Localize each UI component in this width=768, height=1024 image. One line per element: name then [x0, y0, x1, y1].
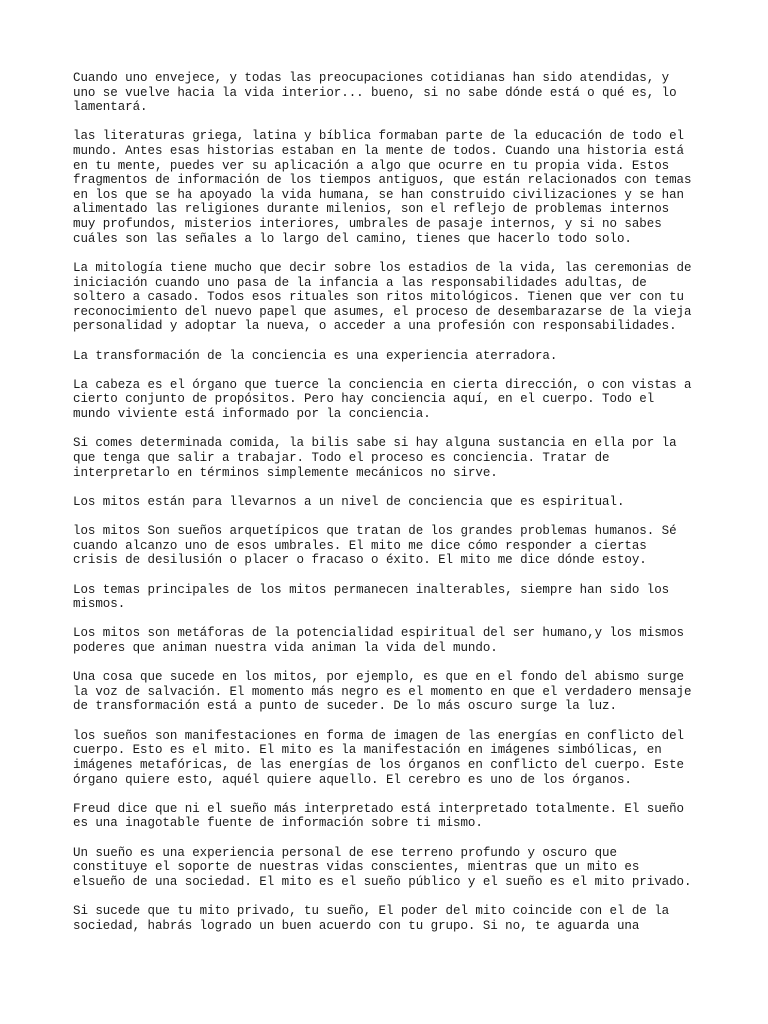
- paragraph-4: La transformación de la conciencia es una experiencia aterradora.: [73, 348, 558, 363]
- paragraph-14: Un sueño es una experiencia personal de ese terreno profundo y oscuro que constituye el soporte de nuestras vidas conscientes, mientras que un mito es elsueño de una sociedad. El mito es el sueño público y el sueño es el mito privado.: [73, 845, 692, 889]
- paragraph-11: Una cosa que sucede en los mitos, por ejemplo, es que en el fondo del abismo surge la voz de salvación. El momento más negro es el momento en que el verdadero mensaje de transformación está a punto de suceder. De lo más oscuro surge la luz.: [73, 670, 692, 714]
- paragraph-7: Los mitos están para llevarnos a un nivel de conciencia que es espiritual.: [73, 494, 625, 509]
- paragraph-1: Cuando uno envejece, y todas las preocupaciones cotidianas han sido atendidas, y uno se vuelve hacia la vida interior... bueno, si no sabe dónde está o qué es, lo lamentará.: [73, 71, 677, 115]
- paragraph-9: Los temas principales de los mitos permanecen inalterables, siempre han sido los mismos.: [73, 582, 670, 612]
- paragraph-10: Los mitos son metáforas de la potencialidad espiritual del ser humano,y los mismos poderes que animan nuestra vida animan la vida del mundo.: [73, 626, 685, 655]
- paragraph-15: Si sucede que tu mito privado, tu sueño, El poder del mito coincide con el de la sociedad, habrás logrado un buen acuerdo con tu grupo. Si no, te aguarda una: [73, 904, 670, 933]
- paragraph-6: Si comes determinada comida, la bilis sabe si hay alguna sustancia en ella por la que tenga que salir a trabajar. Todo el proceso es conciencia. Tratar de interpretarlo en términos simplemente mecánicos no sirve.: [73, 436, 677, 480]
- document-page: [73, 71, 703, 948]
- paragraph-3: La mitología tiene mucho que decir sobre los estadios de la vida, las ceremonias de iniciación cuando uno pasa de la infancia a las responsabilidades adultas, de soltero a casado. Todos esos rituales son ritos mitológicos. Tienen que ver con tu reconocimiento del nuevo papel que asumes, el proceso de desembarazarse de la vieja personalidad y adoptar la nueva, o acceder a una profesión con responsabilidades.: [73, 260, 692, 334]
- paragraph-13: Freud dice que ni el sueño más interpretado está interpretado totalmente. El sueño es una inagotable fuente de información sobre ti mismo.: [73, 801, 685, 831]
- paragraph-12: los sueños son manifestaciones en forma de imagen de las energías en conflicto del cuerpo. Esto es el mito. El mito es la manifestación en imágenes simbólicas, en imágenes metafóricas, de las energías de los órganos en conflicto del cuerpo. Este órgano quiere esto, aquél quiere aquello. El cerebro es uno de los órganos.: [73, 728, 685, 787]
- paragraph-8: los mitos Son sueños arquetípicos que tratan de los grandes problemas humanos. Sé cuando alcanzo uno de esos umbrales. El mito me dice cómo responder a ciertas crisis de desilusión o placer o fracaso o éxito. El mito me dice dónde estoy.: [73, 524, 677, 568]
- paragraph-2: las literaturas griega, latina y bíblica formaban parte de la educación de todo el mundo. Antes esas historias estaban en la mente de todos. Cuando una historia está en tu mente, puedes ver su aplicación a algo que ocurre en tu propia vida. Estos fragmentos de información de los tiempos antiguos, que están relacionados con temas en los que se ha apoyado la vida humana, se han construido civilizaciones y se han alimentado las religiones durante milenios, son el reflejo de problemas internos muy profundos, misterios interiores, umbrales de pasaje internos, y si no sabes cuáles son las señales a lo largo del camino, tienes que hacerlo todo solo.: [73, 129, 692, 246]
- paragraph-5: La cabeza es el órgano que tuerce la conciencia en cierta dirección, o con vistas a cierto conjunto de propósitos. Pero hay conciencia aquí, en el cuerpo. Todo el mundo viviente está informado por la conciencia.: [73, 377, 692, 422]
